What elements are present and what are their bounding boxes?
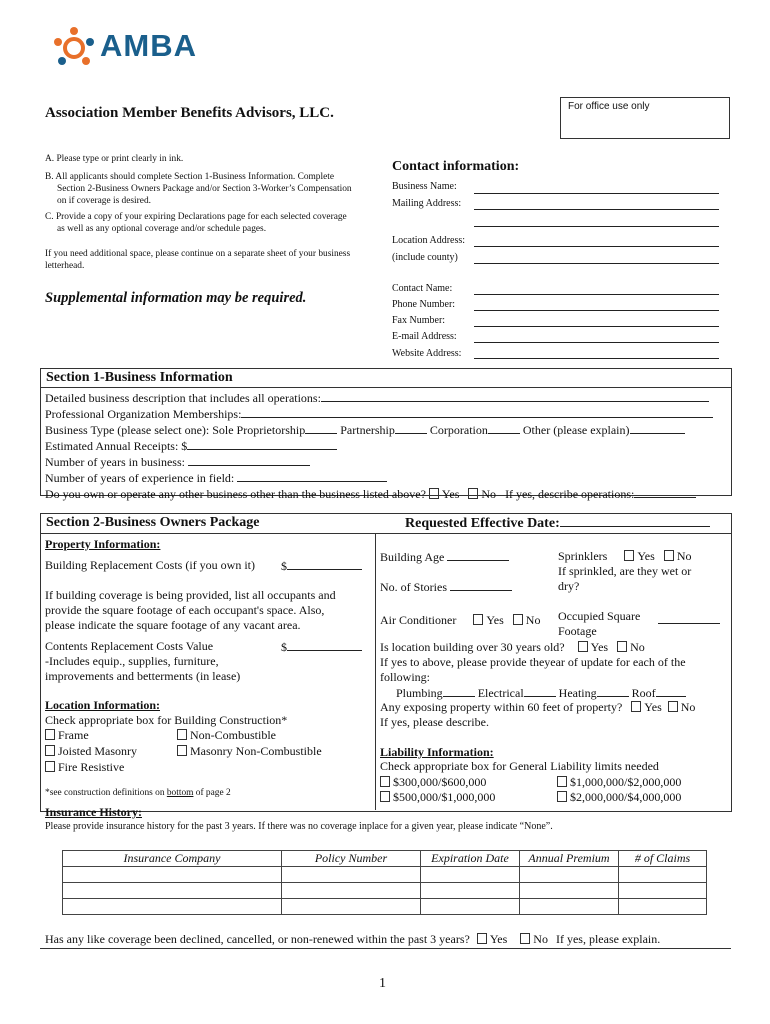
plumbing-label: Plumbing [396,686,443,700]
instruction-extra1: If you need additional space, please continue on a separate sheet of your business [45,249,351,259]
over30-followup: If yes to above, please provide theyear of update for each of the following: [380,655,686,684]
building-age-field[interactable] [447,549,509,561]
property-info-title: Property Information: [45,537,161,551]
fire-resistive-checkbox[interactable] [45,761,55,772]
electrical-label: Electrical [477,686,524,700]
years-business-label: Number of years in business: [45,455,185,469]
occupants-line3: please indicate the square footage of any vacant area. [45,618,301,632]
limit-1m-checkbox[interactable] [557,776,567,787]
plumbing-field[interactable] [443,685,475,697]
location-info-title: Location Information: [45,698,160,712]
county-field[interactable] [474,263,719,264]
mailing-address-label: Mailing Address: [392,198,462,209]
heating-label: Heating [558,686,597,700]
sprinklers-yes-checkbox[interactable] [624,550,634,561]
frame-checkbox[interactable] [45,729,55,740]
instruction-c2: as well as any optional coverage and/or schedule pages. [57,224,267,234]
memberships-label: Professional Organization Memberships: [45,407,242,421]
other-business-label: Do you own or operate any other business other than the business listed above? [45,487,426,501]
masonry-non-combustible-checkbox[interactable] [177,745,187,756]
describe-label: If yes, describe operations: [505,487,635,501]
contact-name-label: Contact Name: [392,283,453,294]
years-experience-label: Number of years of experience in field: [45,471,235,485]
page-number: 1 [379,976,386,991]
describe-field[interactable] [634,486,696,498]
building-replacement-field[interactable] [287,558,362,570]
receipts-label: Estimated Annual Receipts: $ [45,439,188,453]
yes-label: Yes [441,487,460,501]
other-label: Other (please explain) [522,423,630,437]
email-field[interactable] [474,342,719,343]
instruction-b3: on if coverage is desired. [57,196,151,206]
email-label: E-mail Address: [392,331,457,342]
effective-date-label: Requested Effective Date: [405,515,710,532]
office-use-box[interactable] [560,97,730,139]
stories-label: No. of Stories [380,580,447,594]
business-name-label: Business Name: [392,181,457,192]
col-annual-premium: Annual Premium [520,851,619,867]
gear-people-icon [52,26,96,70]
instructions [45,153,380,272]
over30-yes-checkbox[interactable] [578,641,588,652]
years-experience-field[interactable] [237,470,387,482]
contents-line2: -Includes equip., supplies, furniture, [45,654,219,668]
exposing-yes-checkbox[interactable] [631,701,641,712]
contents-line3: improvements and betterments (in lease) [45,669,241,683]
contents-replacement-field[interactable] [287,639,362,651]
instruction-b2: Section 2-Business Owners Package and/or Section 3-Worker’s Compensation [57,184,352,194]
website-field[interactable] [474,358,719,359]
occupants-line1: If building coverage is being provided, list all occupants and [45,588,336,602]
desc-label: Detailed business description that includes all operations: [45,391,321,405]
masonry-non-combustible-label: Masonry Non-Combustible [190,744,322,758]
logo-text: AMBA [100,28,197,63]
section2-title: Section 2-Business Owners Package [46,515,260,530]
location-address-label: Location Address: [392,235,466,246]
effective-date-field[interactable] [560,515,710,527]
frame-label: Frame [58,728,89,742]
roof-label: Roof [631,686,656,700]
contents-line1: Contents Replacement Costs Value [45,639,214,653]
other-business-yes-checkbox[interactable] [429,488,439,499]
years-business-field[interactable] [188,454,310,466]
over30-label: Is location building over 30 years old? [380,640,565,654]
limit-500k-label: $500,000/$1,000,000 [393,790,496,804]
partnership-field[interactable] [395,422,427,434]
electrical-field[interactable] [524,685,556,697]
insurance-history-instructions: Please provide insurance history for the past 3 years. If there was no coverage inplace for a given year, please indicate “None”. [45,821,553,832]
partnership-label: Partnership [340,423,395,437]
section2-right: Building Age Sprinklers Yes No If sprinkled, are they wet or dry? No. of Stories Air Conditioner Yes No Occupied Square Footage Is location building over 30 years old? Yes No If yes to above, please provide theyear of update for each of the following: Plumbing Electrical Heating Roof Any exposing property within 60 feet of property? Yes No If yes, please describe. Liability Information: Check appropriate box for General Liability limits needed $300,000/$600,000 $1,000,000/$2,000,000 $500,000/$1,000,000 $2,000,000/$4,000,000 [380,537,725,807]
declined-yes-checkbox[interactable] [477,933,487,944]
website-label: Website Address: [392,348,462,359]
amba-logo [52,26,227,70]
office-use-label: For office use only [568,101,650,112]
section1-title: Section 1-Business Information [46,370,233,385]
see-construction-note: *see construction definitions on [45,788,165,798]
limit-2m-checkbox[interactable] [557,791,567,802]
include-county-label: (include county) [392,252,458,263]
ac-no-checkbox[interactable] [513,614,523,625]
col-insurance-company: Insurance Company [63,851,282,867]
instruction-a: A. Please type or print clearly in ink. [45,154,184,164]
fax-label: Fax Number: [392,315,446,326]
occupants-line2: provide the square footage of each occupant's space. Also, [45,603,325,617]
building-age-label: Building Age [380,550,445,564]
exposing-label: Any exposing property within 60 feet of property? [380,700,623,714]
non-combustible-checkbox[interactable] [177,729,187,740]
table-row[interactable] [63,867,707,883]
contact-name-field[interactable] [474,294,719,295]
business-name-field[interactable] [474,193,719,194]
exposing-no-checkbox[interactable] [668,701,678,712]
fax-field[interactable] [474,326,719,327]
sprinklers-no-checkbox[interactable] [664,550,674,561]
corporation-field[interactable] [488,422,520,434]
fire-resistive-label: Fire Resistive [58,760,125,774]
roof-field[interactable] [656,685,686,697]
table-row[interactable] [63,899,707,915]
limit-500k-checkbox[interactable] [380,791,390,802]
joisted-masonry-label: Joisted Masonry [58,744,137,758]
section2-left: Property Information: Building Replacement Costs (if you own it) $ If building coverage is being provided, list all occupants and provide the square footage of each occupant's space. Also, please indicate the square footage of any vacant area. Contents Replacement Costs Value -Includes equip., supplies, furniture, improvements and betterments (in lease) $ Location Information: Check appropriate box for Building Construction* Frame Non-Combustible Joisted Masonry Masonry Non-Combustible Fire Resistive *see construction definitions on bottom of page 2 [45,537,370,552]
table-header-row [63,851,707,867]
liability-label: Check appropriate box for General Liability limits needed [380,759,659,773]
liability-info-title: Liability Information: [380,745,494,759]
building-replacement-label: Building Replacement Costs (if you own it) [45,558,255,572]
sole-prop-field[interactable] [305,422,337,434]
memberships-field[interactable] [241,406,713,418]
company-name: Association Member Benefits Advisors, LLC. [45,105,334,121]
joisted-masonry-checkbox[interactable] [45,745,55,756]
sprinklers-label: Sprinklers [558,549,608,563]
insurance-history-table [62,850,707,915]
non-combustible-label: Non-Combustible [190,728,276,742]
section1-body [45,390,725,502]
supplemental-note: Supplemental information may be required. [45,290,307,306]
limit-2m-label: $2,000,000/$4,000,000 [570,790,682,804]
instruction-c1: C. Provide a copy of your expiring Declarations page for each selected coverage [45,212,347,222]
receipts-field[interactable] [187,438,337,450]
limit-300k-checkbox[interactable] [380,776,390,787]
other-business-no-checkbox[interactable] [468,488,478,499]
phone-label: Phone Number: [392,299,456,310]
mailing-address-field[interactable] [474,209,719,210]
phone-field[interactable] [474,310,719,311]
occupied-sqft-label: Occupied Square Footage [558,609,641,638]
instruction-b1: B. All applicants should complete Section 1-Business Information. Complete [45,172,335,182]
declined-no-checkbox[interactable] [520,933,530,944]
location-address-field[interactable] [474,246,719,247]
insurance-history-title: Insurance History: [45,805,142,819]
stories-field[interactable] [450,579,512,591]
contact-title: Contact information: [392,159,520,174]
table-row[interactable] [63,883,707,899]
ac-yes-checkbox[interactable] [473,614,483,625]
over30-no-checkbox[interactable] [617,641,627,652]
no-label: No [481,487,497,501]
limit-1m-label: $1,000,000/$2,000,000 [570,775,682,789]
construction-label: Check appropriate box for Building Construction* [45,713,288,727]
exposing-describe: If yes, please describe. [380,715,489,729]
air-conditioner-label: Air Conditioner [380,613,457,627]
col-policy-number: Policy Number [282,851,421,867]
mailing-address-field-2[interactable] [474,226,719,227]
desc-field[interactable] [321,390,709,402]
corporation-label: Corporation [429,423,488,437]
see-construction-page: of page 2 [195,788,231,798]
col-claims: # of Claims [619,851,707,867]
heating-field[interactable] [597,685,629,697]
instruction-extra2: letterhead. [45,261,85,271]
sprinkled-question: If sprinkled, are they wet or dry? [558,564,692,593]
see-construction-bottom: bottom [166,788,194,798]
other-field[interactable] [630,422,685,434]
limit-300k-label: $300,000/$600,000 [393,775,487,789]
business-type-label: Business Type (please select one): Sole Proprietorship [45,423,306,437]
declined-question: Has any like coverage been declined, cancelled, or non-renewed within the past 3 years? [45,932,470,946]
col-expiration-date: Expiration Date [421,851,520,867]
declined-question-row: Has any like coverage been declined, cancelled, or non-renewed within the past 3 years? Yes No If yes, please explain. [45,932,661,946]
occupied-sqft-field[interactable] [658,612,720,624]
declined-explain: If yes, please explain. [555,932,661,946]
